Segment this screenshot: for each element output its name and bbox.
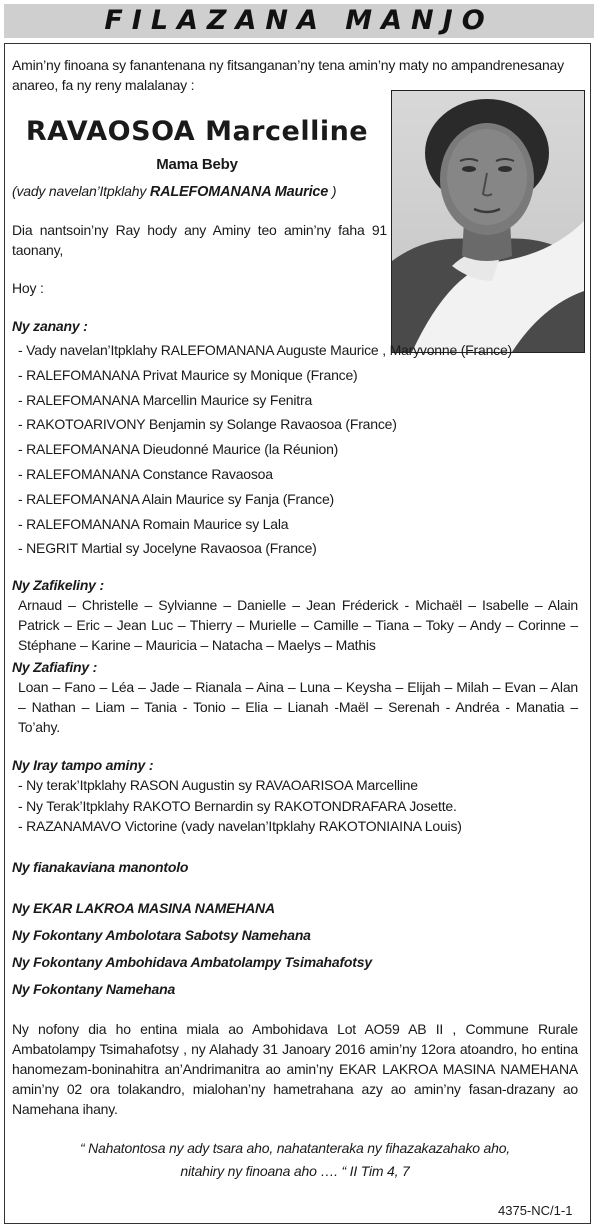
- list-item: - NEGRIT Martial sy Jocelyne Ravaosoa (France): [18, 540, 317, 557]
- list-item: - RALEFOMANANA Romain Maurice sy Lala: [18, 515, 289, 532]
- intro-text: Amin’ny finoana sy fanantenana ny fitsanganan’ny tena amin’ny maty no ampandrenesanay anareo, fa ny reny malalanay :: [12, 57, 564, 93]
- spouse-line: [12, 181, 392, 202]
- spouse-name: RALEFOMANANA Maurice: [149, 184, 329, 200]
- org-line: Ny Fokontany Ambohidava Ambatolampy Tsimahafotsy: [12, 953, 372, 970]
- list-item: - RAZANAMAVO Victorine (vady navelan’Itpklahy RAKOTONIAINA Louis): [18, 818, 462, 835]
- list-item: - RALEFOMANANA Alain Maurice sy Fanja (France): [18, 490, 335, 507]
- list-item: - Ny terak’Itpklahy RASON Augustin sy RAVAOARISOA Marcelline: [18, 777, 418, 794]
- siblings-list: [12, 775, 590, 837]
- list-item: - RALEFOMANANA Privat Maurice sy Monique (France): [18, 366, 358, 383]
- notice-content: [12, 55, 590, 1181]
- family-label: Ny fianakaviana manontolo: [12, 858, 189, 875]
- grandchildren-title: Ny Zafikeliny :: [12, 577, 104, 594]
- children-title: Ny zanany :: [12, 318, 88, 334]
- spouse-prefix: (vady navelan’Itpklahy: [12, 183, 150, 199]
- deceased-name: RAVAOSOA Marcelline: [25, 116, 369, 147]
- list-item: - RALEFOMANANA Marcellin Maurice sy Fenitra: [18, 391, 313, 408]
- org-line: Ny EKAR LAKROA MASINA NAMEHANA: [12, 899, 275, 916]
- hoy-label: Hoy :: [12, 280, 44, 296]
- quote-line-2: nitahiry ny finoana aho …. “ II Tim 4, 7: [180, 1162, 410, 1179]
- reference-code: 4375-NC/1-1: [498, 1203, 573, 1218]
- siblings-title: Ny Iray tampo aminy :: [12, 757, 154, 774]
- grandchildren-list: Arnaud – Christelle – Sylvianne – Danielle – Jean Fréderick - Michaël – Isabelle – Alain Patrick – Eric – Jean Luc – Thierry – Murielle – Camille – Tiana – Toky – Andy – Corinne – Stéphane – Karine – Mauricia – Natacha – Maelys – Mathis: [18, 597, 578, 654]
- list-item: - RAKOTOARIVONY Benjamin sy Solange Ravaosoa (France): [18, 416, 397, 433]
- great-grandchildren-title: Ny Zafiafiny :: [12, 659, 98, 676]
- great-grandchildren-list: Loan – Fano – Léa – Jade – Rianala – Aina – Luna – Keysha – Elijah – Milah – Evan – Alan – Nathan – Liam – Tania - Tonio – Elia – Lianah -Maël – Serenah - Andréa - Manatia – To’ahy.: [18, 679, 578, 736]
- list-item: - RALEFOMANANA Dieudonné Maurice (la Réunion): [18, 441, 339, 458]
- quote-line-1: “ Nahatontosa ny ady tsara aho, nahatanteraka ny fihazakazahako aho,: [79, 1139, 511, 1156]
- death-notice: Dia nantsoin’ny Ray hody any Aminy teo amin’ny faha 91 taonany,: [12, 222, 387, 258]
- org-line: Ny Fokontany Namehana: [12, 980, 176, 997]
- spouse-suffix: ): [328, 183, 337, 199]
- org-line: Ny Fokontany Ambolotara Sabotsy Namehana: [12, 926, 311, 943]
- children-list: [12, 338, 590, 561]
- list-item: - RALEFOMANANA Constance Ravaosoa: [18, 465, 273, 482]
- page-title: FILAZANA MANJO: [4, 4, 594, 38]
- funeral-text: Ny nofony dia ho entina miala ao Ambohidava Lot AO59 AB II , Commune Rurale Ambatolampy Tsimahafotsy , ny Alahady 31 Janoary 2016 amin’ny 12ora atoandro, ho entina hanomezam-boninahitra an’Andrimanitra ao amin’ny EKAR LAKROA MASINA NAMEHANA amin’ny 02 ora tolakandro, mialohan’ny hametrahana azy ao amin’ny fasan-drazany ao Namehana ihany.: [12, 1020, 578, 1117]
- list-item: - Vady navelan’Itpklahy RALEFOMANANA Auguste Maurice , Maryvonne (France): [18, 342, 513, 358]
- deceased-nickname: Mama Beby: [156, 156, 238, 173]
- list-item: - Ny Terak’Itpklahy RAKOTO Bernardin sy RAKOTONDRAFARA Josette.: [18, 797, 457, 814]
